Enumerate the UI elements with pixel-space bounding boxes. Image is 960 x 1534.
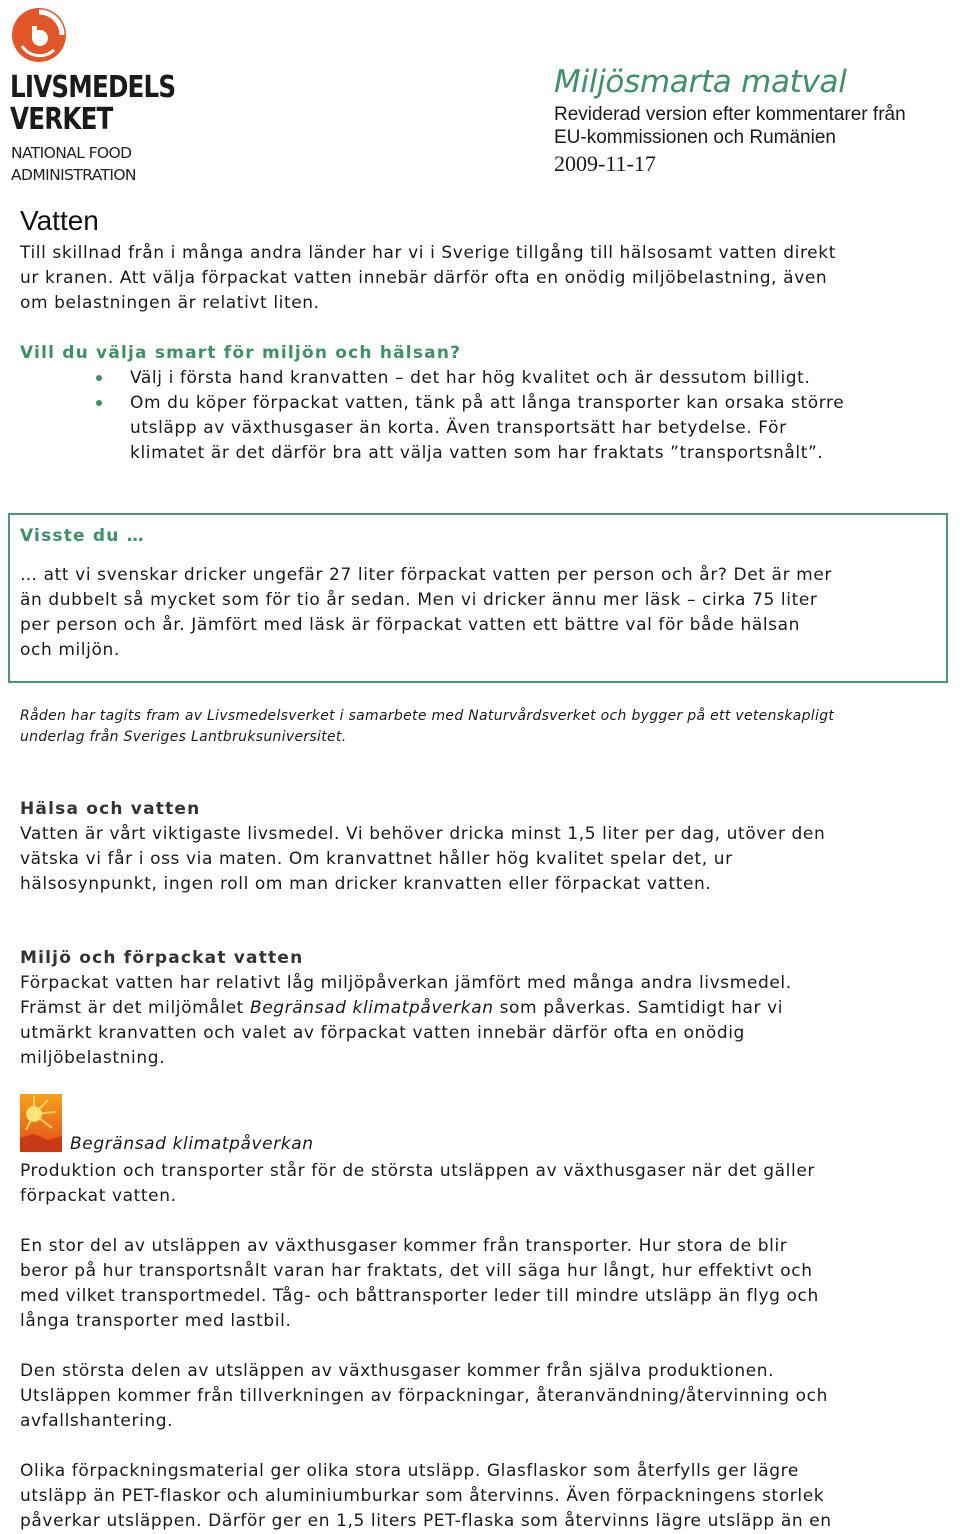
- document-subtitle-line-2: EU-kommissionen och Rumänien: [554, 127, 836, 148]
- advice-item-line: Välj i första hand kranvatten – det har hög kvalitet och är dessutom billigt.: [130, 368, 811, 388]
- environment-line-text: som påverkas. Samtidigt har vi: [493, 998, 784, 1018]
- intro-line: ur kranen. Att välja förpackat vatten innebär därför ofta en onödig miljöbelastning, även: [20, 268, 828, 288]
- logo-line-2: VERKET: [10, 102, 113, 137]
- climate-paragraph: [20, 1359, 955, 1434]
- climate-goal-emphasis: Begränsad klimatpåverkan: [249, 998, 494, 1018]
- climate-line: beror på hur transportsnålt varan har fraktats, det vill säga hur långt, hur effektivt och: [20, 1261, 813, 1281]
- climate-line: påverkar utsläppen. Därför ger en 1,5 liters PET-flaska som återvinns lägre utsläpp än en: [20, 1511, 832, 1531]
- fact-box: [8, 513, 948, 683]
- environment-paragraph: [20, 971, 955, 1071]
- advice-item-line: utsläpp av växthusgaser än korta. Även transportsätt har betydelse. För: [130, 418, 787, 438]
- climate-line: Utsläppen kommer från tillverkningen av förpackningar, återanvändning/återvinning och: [20, 1386, 828, 1406]
- fact-box-text: [20, 563, 945, 663]
- climate-line: Produktion och transporter står för de största utsläppen av växthusgaser när det gäller: [20, 1161, 815, 1181]
- environment-line-text: Främst är det miljömålet: [20, 998, 250, 1018]
- climate-paragraph: [20, 1159, 955, 1209]
- fact-box-heading: Visste du …: [20, 526, 145, 546]
- logo-line-1: LIVSMEDELS: [10, 70, 176, 105]
- advice-item: [96, 366, 956, 391]
- fact-box-line: per person och år. Jämfört med läsk är förpackat vatten ett bättre val för både hälsan: [20, 615, 801, 635]
- document-date: 2009-11-17: [554, 151, 656, 176]
- sun-climate-icon: [20, 1094, 62, 1152]
- source-credit: [20, 706, 950, 748]
- logo-emblem-icon: [10, 6, 70, 66]
- intro-paragraph: [20, 241, 955, 316]
- climate-paragraph: [20, 1234, 955, 1334]
- climate-line: med vilket transportmedel. Tåg- och båttransporter leder till mindre utsläpp än flyg och: [20, 1286, 819, 1306]
- health-line: vätska vi får i oss via maten. Om kranvattnet håller hög kvalitet spelar det, ur: [20, 849, 733, 869]
- climate-line: Den största delen av utsläppen av växthusgaser kommer från själva produktionen.: [20, 1361, 775, 1381]
- bullet-icon: [96, 400, 102, 406]
- advice-item-line: klimatet är det därför bra att välja vatten som har fraktats ”transportsnålt”.: [130, 443, 824, 463]
- health-line: hälsosynpunkt, ingen roll om man dricker kranvatten eller förpackat vatten.: [20, 874, 712, 894]
- section-title: Vatten: [20, 205, 99, 236]
- intro-line: Till skillnad från i många andra länder har vi i Sverige tillgång till hälsosamt vatten direkt: [20, 243, 836, 263]
- document-title: Miljösmarta matval: [554, 64, 847, 100]
- bullet-icon: [96, 375, 102, 381]
- climate-paragraph: [20, 1459, 955, 1534]
- environment-line: utmärkt kranvatten och valet av förpackat vatten innebär därför ofta en onödig: [20, 1023, 745, 1043]
- environment-line: Förpackat vatten har relativt låg miljöpåverkan jämfört med många andra livsmedel.: [20, 973, 792, 993]
- credit-line: Råden har tagits fram av Livsmedelsverket i samarbete med Naturvårdsverket och bygger på ett vetenskapligt: [20, 708, 835, 724]
- environment-line: [20, 996, 955, 1021]
- environment-heading: Miljö och förpackat vatten: [20, 948, 304, 968]
- advice-item-line: Om du köper förpackat vatten, tänk på att långa transporter kan orsaka större: [130, 393, 845, 413]
- health-paragraph: [20, 822, 955, 897]
- health-line: Vatten är vårt viktigaste livsmedel. Vi behöver dricka minst 1,5 liter per dag, utöver den: [20, 824, 826, 844]
- health-heading: Hälsa och vatten: [20, 799, 201, 819]
- climate-line: långa transporter med lastbil.: [20, 1311, 292, 1331]
- advice-list: [96, 366, 956, 466]
- climate-line: En stor del av utsläppen av växthusgaser kommer från transporter. Hur stora de blir: [20, 1236, 788, 1256]
- advice-item: [96, 391, 956, 466]
- fact-box-line: än dubbelt så mycket som för tio år sedan. Men vi dricker ännu mer läsk – cirka 75 liter: [20, 590, 818, 610]
- document-subtitle-line-1: Reviderad version efter kommentarer från: [554, 104, 906, 125]
- climate-line: avfallshantering.: [20, 1411, 174, 1431]
- advice-heading: Vill du välja smart för miljön och hälsan?: [20, 343, 462, 363]
- livsmedelsverket-logo: [8, 6, 176, 188]
- fact-box-line: … att vi svenskar dricker ungefär 27 liter förpackat vatten per person och år? Det är mer: [20, 565, 832, 585]
- climate-title: Begränsad klimatpåverkan: [70, 1134, 314, 1154]
- logo-line-3: NATIONAL FOOD: [11, 144, 132, 162]
- climate-line: utsläpp än PET-flaskor och aluminiumburkar som återvinns. Även förpackningens storlek: [20, 1486, 825, 1506]
- climate-text: [20, 1159, 955, 1534]
- credit-line: underlag från Sveriges Lantbruksuniversitet.: [20, 729, 347, 745]
- environment-line: miljöbelastning.: [20, 1048, 166, 1068]
- climate-line: förpackat vatten.: [20, 1186, 177, 1206]
- climate-line: Olika förpackningsmaterial ger olika stora utsläpp. Glasflaskor som återfylls ger lägre: [20, 1461, 799, 1481]
- logo-line-4: ADMINISTRATION: [11, 166, 136, 184]
- intro-line: om belastningen är relativt liten.: [20, 293, 320, 313]
- fact-box-line: och miljön.: [20, 640, 120, 660]
